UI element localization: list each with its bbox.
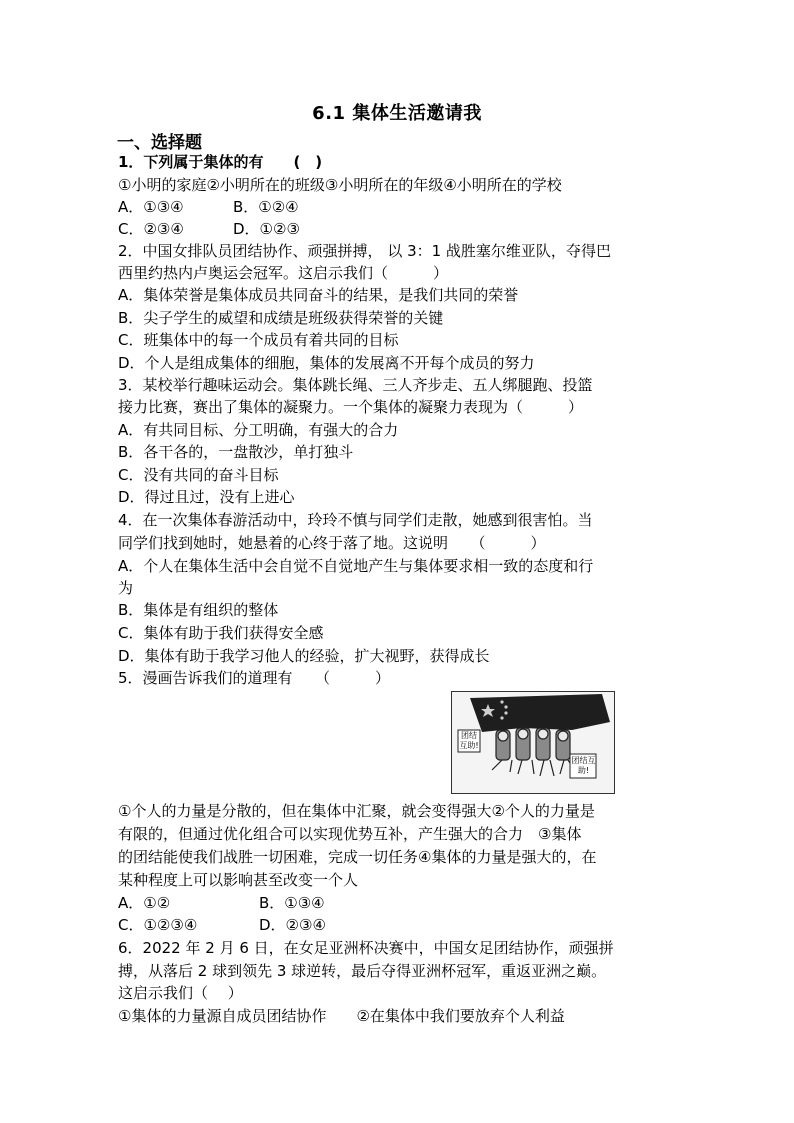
question-1-items: ①小明的家庭②小明所在的班级③小明所在的年级④小明所在的学校 bbox=[118, 176, 562, 194]
q5-option-d: D．②③④ bbox=[259, 916, 326, 934]
q2-option-a: A．集体荣誉是集体成员共同奋斗的结果，是我们共同的荣誉 bbox=[118, 286, 519, 304]
q1-option-d: D．①②③ bbox=[233, 220, 300, 238]
q5-option-b: B．①③④ bbox=[259, 894, 325, 912]
page-title: 6.1 集体生活邀请我 bbox=[312, 103, 482, 124]
q5-option-a: A．①② bbox=[118, 894, 171, 912]
q2-option-c: C．班集体中的每一个成员有着共同的目标 bbox=[118, 331, 399, 349]
q4-option-b: B．集体是有组织的整体 bbox=[118, 601, 279, 619]
q1-option-a: A．①③④ bbox=[118, 198, 184, 216]
q1-option-c: C．②③④ bbox=[118, 220, 184, 238]
q3-option-a: A．有共同目标、分工明确，有强大的合力 bbox=[118, 421, 399, 439]
question-6-line-2: 搏，从落后 2 球到领先 3 球逆转，最后夺得亚洲杯冠军，重返亚洲之巅。 bbox=[118, 962, 607, 980]
q2-option-b: B．尖子学生的威望和成绩是班级获得荣誉的关键 bbox=[118, 309, 444, 327]
q5-statement-line-1: ①个人的力量是分散的，但在集体中汇聚，就会变得强大②个人的力量是 bbox=[118, 802, 595, 820]
q4-option-a-line-1: A．个人在集体生活中会自觉不自觉地产生与集体要求相一致的态度和行 bbox=[118, 557, 594, 575]
question-6-line-1: 6．2022 年 2 月 6 日，在女足亚洲杯决赛中，中国女足团结协作，顽强拼 bbox=[118, 939, 614, 957]
people-group-icon bbox=[492, 728, 576, 776]
question-1: 1．下列属于集体的有 ( ) bbox=[118, 153, 323, 171]
q5-statement-line-2: 有限的，但通过优化组合可以实现优势互补，产生强大的合力 ③集体 bbox=[118, 825, 582, 843]
question-4-line-2: 同学们找到她时，她悬着的心终于落了地。这说明 （ ） bbox=[118, 534, 546, 552]
question-4-line-1: 4．在一次集体春游活动中，玲玲不慎与同学们走散，她感到很害怕。当 bbox=[118, 511, 593, 529]
question-2-line-1: 2．中国女排队员团结协作、顽强拼搏， 以 3：1 战胜塞尔维亚队，夺得巴 bbox=[118, 242, 611, 260]
q4-option-c: C．集体有助于我们获得安全感 bbox=[118, 624, 324, 642]
question-5: 5．漫画告诉我们的道理有 （ ） bbox=[118, 669, 391, 687]
q3-option-c: C．没有共同的奋斗目标 bbox=[118, 466, 279, 484]
q2-option-d: D．个人是组成集体的细胞，集体的发展离不开每个成员的努力 bbox=[118, 354, 535, 372]
q3-option-d: D．得过且过，没有上进心 bbox=[118, 488, 295, 506]
question-2-line-2: 西里约热内卢奥运会冠军。这启示我们（ ） bbox=[118, 264, 449, 282]
q4-option-a-line-2: 为 bbox=[118, 579, 134, 597]
q5-statement-line-3: 的团结能使我们战胜一切困难，完成一切任务④集体的力量是强大的，在 bbox=[118, 848, 597, 866]
cartoon-illustration bbox=[451, 691, 615, 794]
sign-right-text: 团结互助! bbox=[571, 756, 596, 775]
section-heading: 一、选择题 bbox=[117, 133, 202, 153]
question-3-line-2: 接力比赛，赛出了集体的凝聚力。一个集体的凝聚力表现为（ ） bbox=[118, 398, 584, 416]
question-3-line-1: 3．某校举行趣味运动会。集体跳长绳、三人齐步走、五人绑腿跑、投篮 bbox=[118, 376, 593, 394]
q4-option-d: D．集体有助于我学习他人的经验，扩大视野，获得成长 bbox=[118, 647, 490, 665]
q3-option-b: B．各干各的，一盘散沙，单打独斗 bbox=[118, 443, 354, 461]
sign-left-text: 团结互助! bbox=[459, 731, 479, 750]
q5-option-c: C．①②③④ bbox=[118, 916, 198, 934]
question-6-line-3: 这启示我们（ ） bbox=[118, 984, 243, 1002]
q5-statement-line-4: 某种程度上可以影响甚至改变一个人 bbox=[118, 871, 359, 889]
q1-option-b: B．①②④ bbox=[233, 198, 299, 216]
question-6-line-4: ①集体的力量源自成员团结协作 ②在集体中我们要放弃个人利益 bbox=[118, 1007, 565, 1025]
